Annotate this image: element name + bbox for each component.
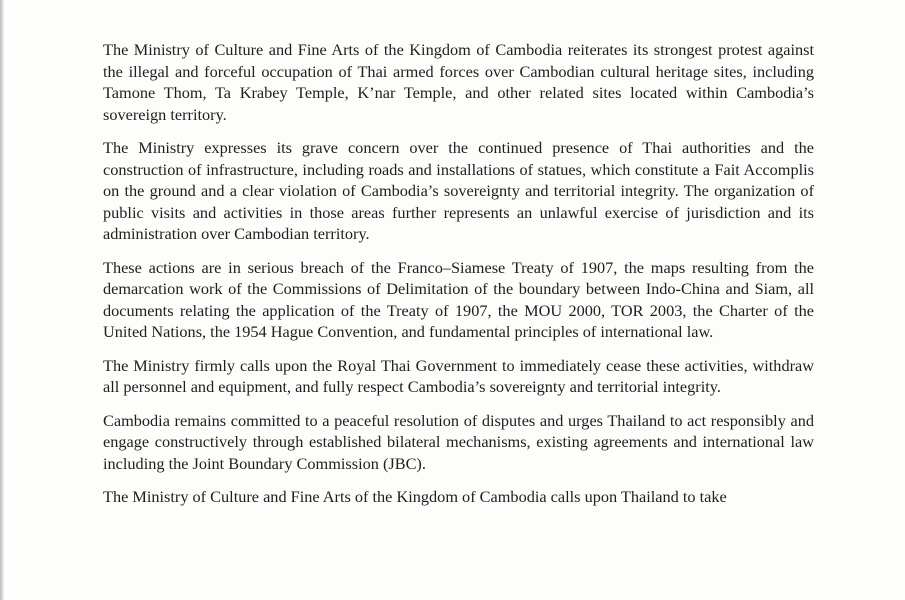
paragraph-concern: The Ministry expresses its grave concern over the continued presence of Thai authorities and the construction of infrastructure, including roads and installations of statues, which constitute a Fait Accomplis on the ground and a clear violation of Cambodia’s sovereignty and territorial integrity. The organization of public visits and activities in those areas further represents an unlawful exercise of jurisdiction and its administration over Cambodian territory. [103,138,814,243]
paragraph-treaty-breach: These actions are in serious breach of the Franco–Siamese Treaty of 1907, the maps resulting from the demarcation work of the Commissions of Delimitation of the boundary between Indo-China and Siam, all documents relating the application of the Treaty of 1907, the MOU 2000, TOR 2003, the Charter of the United Nations, the 1954 Hague Convention, and fundamental principles of international law. [103,257,814,341]
paragraph-peaceful-resolution: Cambodia remains committed to a peaceful resolution of disputes and urges Thailand to act responsibly and engage constructively through established bilateral mechanisms, existing agreements and international law including the Joint Boundary Commission (JBC). [103,410,814,473]
paragraph-protest: The Ministry of Culture and Fine Arts of the Kingdom of Cambodia reiterates its strongest protest against the illegal and forceful occupation of Thai armed forces over Cambodian cultural heritage sites, including Tamone Thom, Ta Krabey Temple, K’nar Temple, and other related sites located within Cambodia’s sovereign territory. [103,40,814,124]
statement-body [103,39,814,520]
paragraph-final-call: The Ministry of Culture and Fine Arts of the Kingdom of Cambodia calls upon Thailand to take [103,487,727,506]
paragraph-call-to-cease: The Ministry firmly calls upon the Royal Thai Government to immediately cease these activities, withdraw all personnel and equipment, and fully respect Cambodia’s sovereignty and territorial integrity. [103,355,814,396]
scan-edge-shadow [0,0,4,600]
